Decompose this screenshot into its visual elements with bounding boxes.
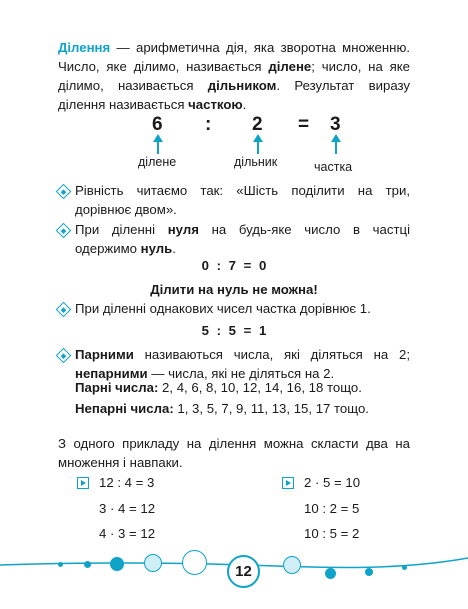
label-divisor: дільник xyxy=(234,155,278,169)
footer-dot xyxy=(402,565,407,570)
example-left-3: 4 · 3 = 12 xyxy=(99,526,156,541)
even-values: 2, 4, 6, 8, 10, 12, 14, 16, 18 тощо. xyxy=(158,380,362,395)
intro-text-1: — арифметична дія, яка зворотна множенню. Число, яке ділимо, називається xyxy=(58,40,410,74)
arrow-up-icon xyxy=(257,141,259,154)
intro-text-2: ; число, на яке ділимо, називається xyxy=(58,59,410,93)
label-dividend: ділене xyxy=(138,155,177,169)
examples-intro: З одного прикладу на ділення можна скласти два на множення і навпаки. xyxy=(58,436,410,470)
example-right-1: 2 · 5 = 10 xyxy=(304,475,361,490)
footer-dot xyxy=(365,568,373,576)
bullet-icon xyxy=(56,184,72,200)
reading-rule: Рівність читаємо так: «Шість поділити на три, дорівнює двом». xyxy=(75,183,410,217)
footer-dot xyxy=(182,550,207,575)
bullet-icon xyxy=(56,302,72,318)
bullet-icon xyxy=(56,348,72,364)
arrow-up-icon xyxy=(335,141,337,154)
zero-rule xyxy=(75,220,410,258)
odd-label: Непарні числа: xyxy=(75,401,174,416)
equation-colon: : xyxy=(205,114,212,135)
play-marker-icon xyxy=(77,477,89,489)
even-numbers-line xyxy=(75,378,362,397)
play-marker-icon xyxy=(282,477,294,489)
zero-rule-text-2: на будь-яке число в частці одержимо xyxy=(75,222,410,256)
example-right-2: 10 : 2 = 5 xyxy=(304,501,360,516)
arrow-up-icon xyxy=(157,141,159,154)
footer-dot xyxy=(110,557,124,571)
parity-text-1: називаються числа, які діляться на 2; xyxy=(133,347,410,362)
equation-equals: = xyxy=(298,114,310,135)
zero-rule-text-3: . xyxy=(172,241,176,256)
odd-numbers-line xyxy=(75,399,369,418)
footer-dot xyxy=(144,554,162,572)
page-number: 12 xyxy=(227,555,260,588)
label-quotient: частка xyxy=(314,160,353,174)
footer-dot xyxy=(84,561,91,568)
term-dividend: ділене xyxy=(268,59,312,74)
footer-dot xyxy=(283,556,301,574)
parity-text-2: — числа, які не діляться на 2. xyxy=(147,366,335,381)
footer-dot xyxy=(58,562,63,567)
odd-values: 1, 3, 5, 7, 9, 11, 13, 15, 17 тощо. xyxy=(173,401,369,416)
equation-quotient: 3 xyxy=(330,114,341,135)
equation-dividend: 6 xyxy=(152,114,163,135)
zero-rule-term-zero: нуль xyxy=(140,241,173,256)
intro-paragraph xyxy=(58,38,410,114)
same-equation: 5 : 5 = 1 xyxy=(201,323,267,338)
zero-equation: 0 : 7 = 0 xyxy=(201,258,267,273)
footer-dot xyxy=(325,568,336,579)
equation-divisor: 2 xyxy=(252,114,263,135)
intro-text-4: . xyxy=(242,97,247,112)
zero-rule-text-1: При діленні xyxy=(75,222,168,237)
cannot-divide-by-zero: Ділити на нуль не можна! xyxy=(150,282,318,297)
even-label: Парні числа: xyxy=(75,380,159,395)
bullet-icon xyxy=(56,223,72,239)
example-left-1: 12 : 4 = 3 xyxy=(99,475,155,490)
example-left-2: 3 · 4 = 12 xyxy=(99,501,156,516)
term-odd: непарними xyxy=(75,366,148,381)
term-quotient: часткою xyxy=(188,97,243,112)
zero-rule-term-zero-gen: нуля xyxy=(167,222,199,237)
example-right-3: 10 : 5 = 2 xyxy=(304,526,360,541)
intro-text-3: . Результат виразу ділення називається xyxy=(58,78,410,112)
term-even: Парними xyxy=(75,347,134,362)
term-division: Ділення xyxy=(58,40,111,55)
same-numbers-rule: При діленні однакових чисел частка дорівнює 1. xyxy=(75,301,371,316)
term-divisor: дільником xyxy=(207,78,277,93)
